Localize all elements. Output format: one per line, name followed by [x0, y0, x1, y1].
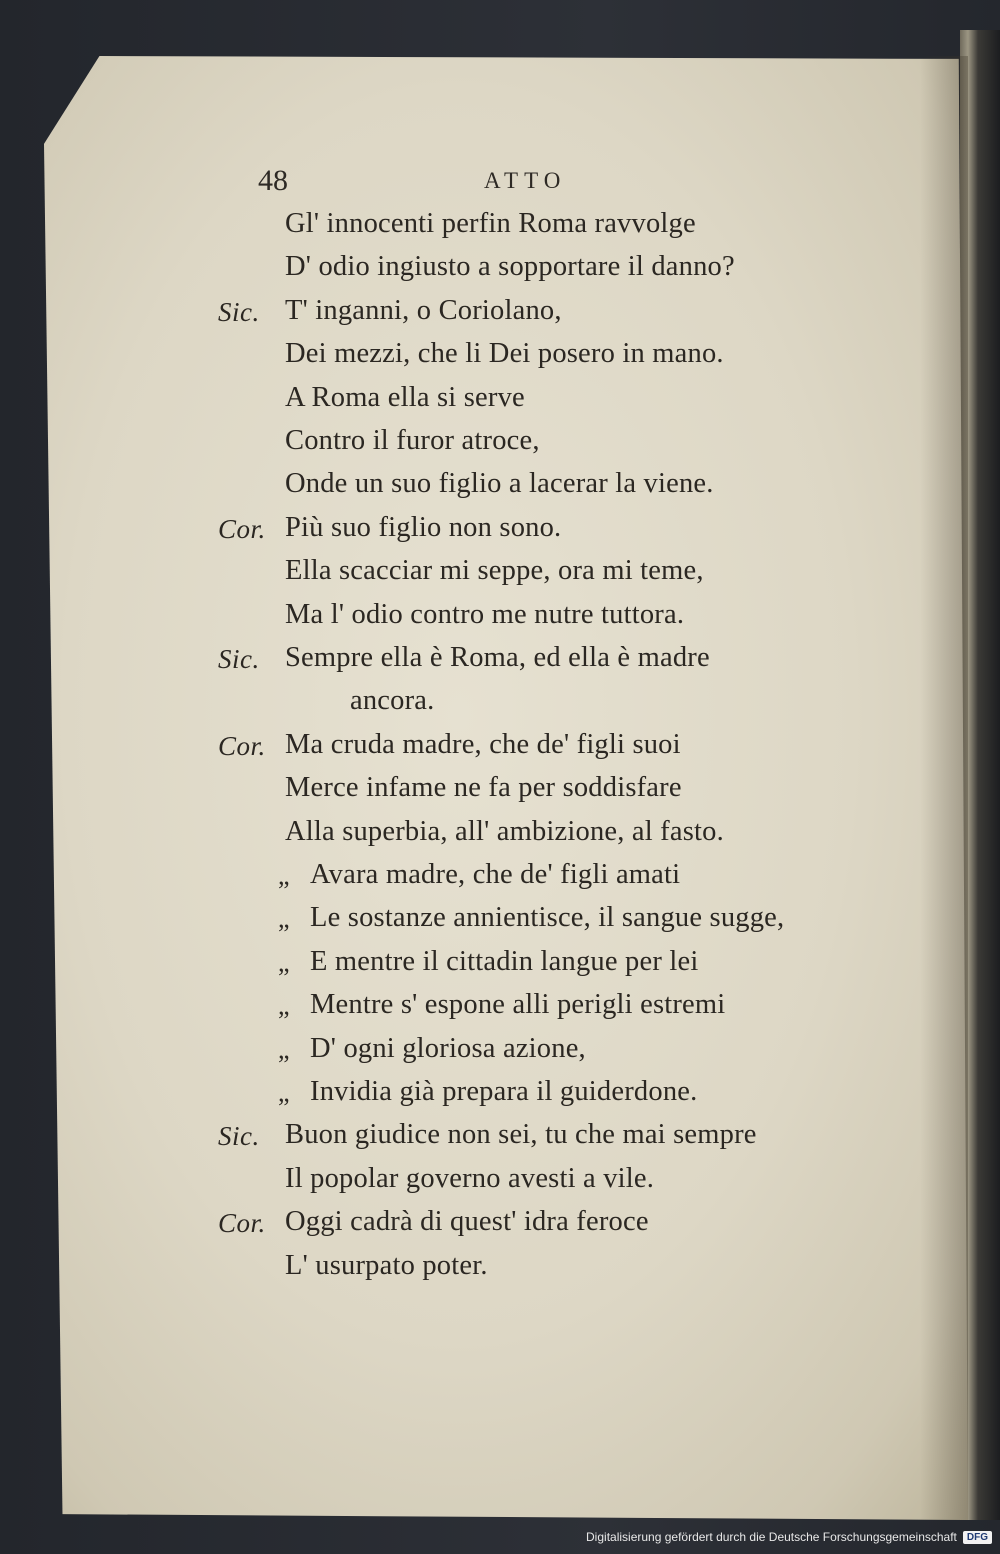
verse-line: Sempre ella è Roma, ed ella è madre: [285, 642, 710, 673]
speaker-label: Cor.: [218, 513, 266, 544]
footer-credit: [586, 1526, 992, 1548]
verse-line: T' inganni, o Coriolano,: [285, 294, 562, 326]
verse-line: Merce infame ne fa per soddisfare: [285, 772, 682, 804]
speaker-label: Sic.: [218, 296, 260, 327]
verse-line: Il popolar governo avesti a vile.: [285, 1162, 655, 1194]
running-head: ATTO: [484, 168, 567, 193]
quote-mark: „: [278, 1078, 290, 1107]
speaker-label: Sic.: [218, 644, 260, 674]
verse-line: Avara madre, che de' figli amati: [310, 859, 681, 890]
verse-line: A Roma ella si serve: [285, 381, 525, 413]
verse-line: D' ogni gloriosa azione,: [310, 1032, 586, 1064]
verse-line: Dei mezzi, che li Dei posero in mano.: [285, 338, 724, 370]
page-header: [0, 164, 1000, 204]
verse-line: Ella scacciar mi seppe, ora mi teme,: [285, 555, 704, 587]
verse-line: Oggi cadrà di quest' idra feroce: [285, 1206, 649, 1238]
footer-text: Digitalisierung gefördert durch die Deutsche Forschungsgemeinschaft: [586, 1530, 957, 1544]
quote-mark: „: [278, 861, 290, 890]
speaker-label: Cor.: [218, 730, 266, 761]
page-gutter-shadow: [920, 56, 968, 1520]
verse-line: Più suo figlio non sono.: [285, 511, 562, 543]
speaker-label: Cor.: [218, 1208, 266, 1239]
speaker-label: Sic.: [218, 1121, 260, 1152]
verse-line: Alla superbia, all' ambizione, al fasto.: [285, 815, 724, 847]
quote-mark: „: [278, 1034, 290, 1064]
verse-line: E mentre il cittadin langue per lei: [310, 945, 699, 977]
verse-line: Gl' innocenti perfin Roma ravvolge: [285, 208, 696, 239]
verse-line: Mentre s' espone alli perigli estremi: [310, 989, 726, 1021]
dfg-logo: DFG: [963, 1531, 992, 1544]
verse-line: Ma l' odio contro me nutre tuttora.: [285, 598, 685, 630]
page-number: 48: [258, 164, 288, 197]
verse-line: Invidia già prepara il guiderdone.: [310, 1076, 698, 1107]
quote-mark: „: [278, 947, 290, 977]
verse-line: D' odio ingiusto a sopportare il danno?: [285, 251, 735, 283]
verse-line: ancora.: [350, 685, 435, 717]
quote-mark: „: [278, 991, 290, 1021]
verse-line: Ma cruda madre, che de' figli suoi: [285, 728, 681, 760]
verse-line: Onde un suo figlio a lacerar la viene.: [285, 468, 714, 500]
verse-line: L' usurpato poter.: [285, 1249, 488, 1281]
verse-line: Buon giudice non sei, tu che mai sempre: [285, 1119, 757, 1151]
verse-line: Le sostanze annientisce, il sangue sugge,: [310, 902, 785, 934]
verse-line: Contro il furor atroce,: [285, 425, 540, 456]
quote-mark: „: [278, 904, 290, 934]
